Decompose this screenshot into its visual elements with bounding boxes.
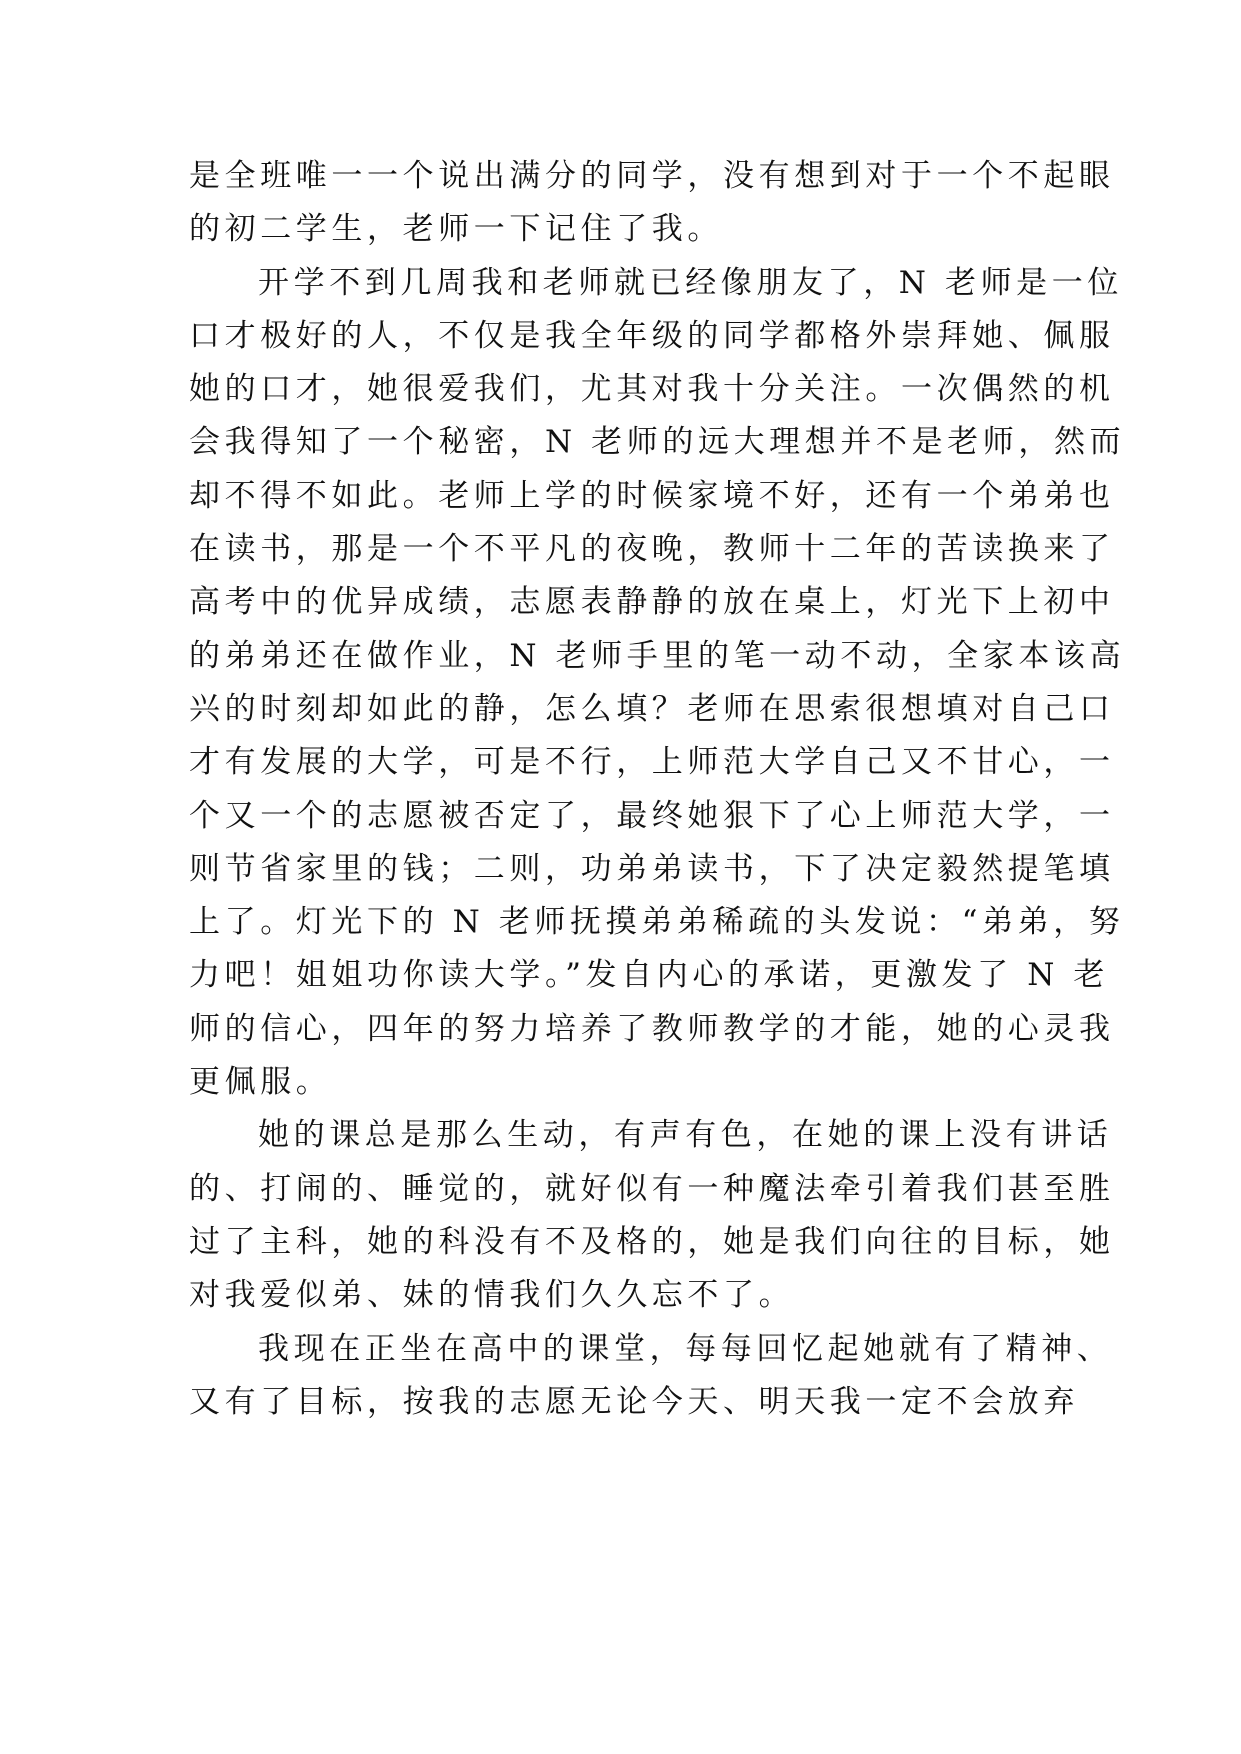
text-line: 对我爱似弟、妹的情我们久久忘不了。 <box>189 1277 795 1314</box>
text-line: 又有了目标，按我的志愿无论今天、明天我一定不会放弃 <box>189 1383 1079 1420</box>
text-line: 的弟弟还在做作业，N 老师手里的笔一动不动，全家本该高 <box>189 637 1126 674</box>
text-line: 更佩服。 <box>189 1064 332 1101</box>
text-line: 则节省家里的钱；二则，功弟弟读书，下了决定毅然提笔填 <box>189 850 1115 887</box>
text-line: 她的口才，她很爱我们，尤其对我十分关注。一次偶然的机 <box>189 371 1115 408</box>
text-line: 上了。灯光下的 N 老师抚摸弟弟稀疏的头发说：“弟弟，努 <box>189 904 1125 941</box>
text-line: 兴的时刻却如此的静，怎么填？老师在思索很想填对自己口 <box>189 690 1115 727</box>
text-line: 高考中的优异成绩，志愿表静静的放在桌上，灯光下上初中 <box>189 584 1115 621</box>
text-line: 个又一个的志愿被否定了，最终她狠下了心上师范大学，一 <box>189 797 1115 834</box>
paragraph-start-line: 她的课总是那么生动，有声有色，在她的课上没有讲话 <box>258 1117 1113 1154</box>
text-line: 会我得知了一个秘密，N 老师的远大理想并不是老师，然而 <box>189 424 1126 461</box>
text-line: 是全班唯一一个说出满分的同学，没有想到对于一个不起眼 <box>189 158 1115 194</box>
body-text <box>189 150 1126 1429</box>
paragraph-start-line: 开学不到几周我和老师就已经像朋友了，N 老师是一位 <box>258 264 1123 301</box>
text-line: 力吧！姐姐功你读大学。”发自内心的承诺，更激发了 N 老 <box>189 957 1109 994</box>
text-line: 师的信心，四年的努力培养了教师教学的才能，她的心灵我 <box>189 1010 1115 1047</box>
text-line: 在读书，那是一个不平凡的夜晚，教师十二年的苦读换来了 <box>189 531 1115 568</box>
text-line: 的初二学生，老师一下记住了我。 <box>189 211 723 248</box>
text-line: 才有发展的大学，可是不行，上师范大学自己又不甘心，一 <box>189 744 1115 781</box>
paragraph-start-line: 我现在正坐在高中的课堂，每每回忆起她就有了精神、 <box>258 1330 1113 1367</box>
text-line: 的、打闹的、睡觉的，就好似有一种魔法牵引着我们甚至胜 <box>189 1170 1115 1207</box>
text-line: 过了主科，她的科没有不及格的，她是我们向往的目标，她 <box>189 1223 1115 1260</box>
text-line: 口才极好的人，不仅是我全年级的同学都格外崇拜她、佩服 <box>189 317 1115 354</box>
text-line: 却不得不如此。老师上学的时候家境不好，还有一个弟弟也 <box>189 477 1115 514</box>
